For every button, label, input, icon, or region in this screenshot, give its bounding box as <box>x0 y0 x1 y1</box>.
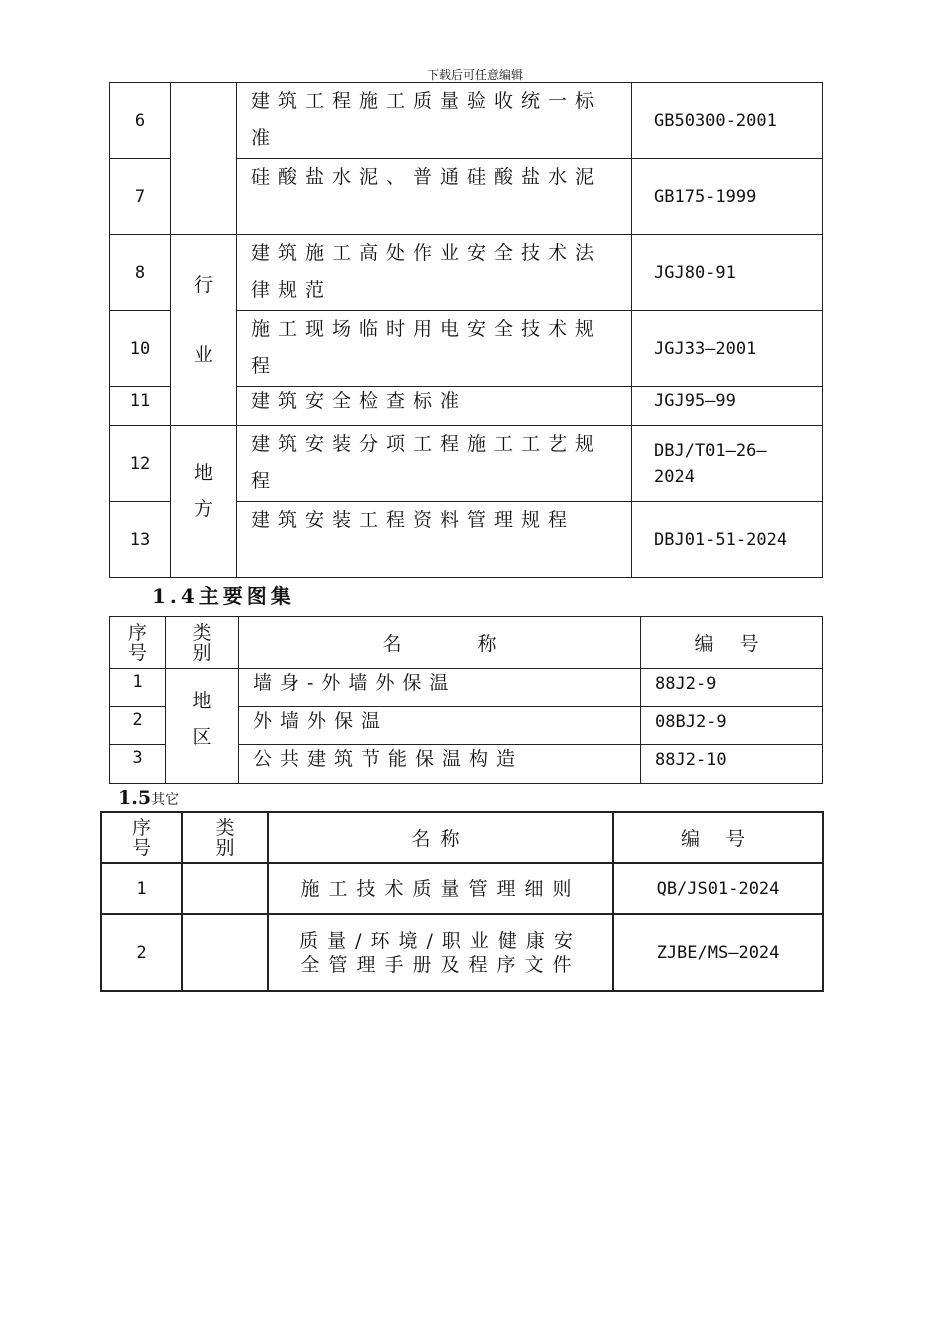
standard-code: JGJ33—2001 <box>632 311 823 387</box>
category-char: 业 <box>193 344 213 366</box>
row-number: 6 <box>110 83 171 159</box>
row-number: 12 <box>110 426 171 502</box>
header-no <box>101 812 182 863</box>
category-industry <box>171 235 237 426</box>
table-row <box>110 669 823 707</box>
category-region <box>166 669 239 784</box>
standard-code: JGJ80-91 <box>632 235 823 311</box>
category-char: 区 <box>192 726 212 748</box>
standard-code: DBJ/T01—26—2024 <box>632 426 823 502</box>
standard-code: JGJ95—99 <box>632 387 823 426</box>
header-name: 名称 <box>268 812 613 863</box>
row-number: 2 <box>110 707 166 745</box>
row-number: 11 <box>110 387 171 426</box>
header-text: 别 <box>215 836 235 859</box>
table-row <box>101 914 823 991</box>
section-number: 1.5 <box>118 787 152 809</box>
header-text: 类 <box>192 621 212 644</box>
row-number: 1 <box>101 863 182 914</box>
standard-name: 建筑安全检查标准 <box>237 387 632 426</box>
section-label: 其它 <box>151 792 180 808</box>
category-char: 地 <box>192 690 212 712</box>
table-header-row <box>101 812 823 863</box>
atlas-name: 公共建筑节能保温构造 <box>239 745 641 784</box>
standard-name: 建筑工程施工质量验收统一标准 <box>237 83 632 159</box>
table-row <box>110 426 823 502</box>
atlas-name: 外墙外保温 <box>239 707 641 745</box>
header-name: 名 称 <box>239 617 641 669</box>
standard-name: 施工现场临时用电安全技术规程 <box>237 311 632 387</box>
atlas-code: 88J2-9 <box>641 669 823 707</box>
header-text: 别 <box>192 641 212 664</box>
table-row <box>110 83 823 159</box>
standard-code: GB175-1999 <box>632 159 823 235</box>
header-text: 序 <box>131 816 151 839</box>
table-header-row <box>110 617 823 669</box>
header-text: 序 <box>127 621 147 644</box>
header-text: 号 <box>131 836 151 859</box>
header-text: 号 <box>127 641 147 664</box>
section-title-1-4: 1.4主要图集 <box>152 584 295 608</box>
standard-name: 建筑施工高处作业安全技术法律规范 <box>237 235 632 311</box>
standard-name: 建筑安装分项工程施工工艺规程 <box>237 426 632 502</box>
header-no <box>110 617 166 669</box>
atlas-code: 88J2-10 <box>641 745 823 784</box>
section-title-1-5 <box>118 787 179 809</box>
standard-name: 建筑安装工程资料管理规程 <box>237 502 632 578</box>
atlas-code: 08BJ2-9 <box>641 707 823 745</box>
category-char: 方 <box>193 497 213 520</box>
standards-table <box>109 82 823 578</box>
category-cell-empty <box>182 914 268 991</box>
row-number: 2 <box>101 914 182 991</box>
header-category <box>182 812 268 863</box>
category-cell-empty <box>182 863 268 914</box>
other-table <box>100 811 824 992</box>
standard-code: DBJ01-51-2024 <box>632 502 823 578</box>
category-char: 行 <box>193 274 213 296</box>
header-text: 类 <box>215 816 235 839</box>
atlas-table <box>109 616 823 784</box>
category-cell-empty <box>171 83 237 235</box>
row-number: 13 <box>110 502 171 578</box>
category-char: 地 <box>193 461 213 484</box>
atlas-name: 墙身-外墙外保温 <box>239 669 641 707</box>
row-number: 8 <box>110 235 171 311</box>
header-code: 编 号 <box>641 617 823 669</box>
standard-name: 硅酸盐水泥、普通硅酸盐水泥 <box>237 159 632 235</box>
doc-code: QB/JS01-2024 <box>613 863 823 914</box>
row-number: 7 <box>110 159 171 235</box>
doc-code: ZJBE/MS—2024 <box>613 914 823 991</box>
table-row <box>101 863 823 914</box>
header-category <box>166 617 239 669</box>
standard-code: GB50300-2001 <box>632 83 823 159</box>
page-header: 下载后可任意编辑 <box>426 68 523 82</box>
doc-name: 质量/环境/职业健康安全管理手册及程序文件 <box>268 914 613 991</box>
row-number: 3 <box>110 745 166 784</box>
table-row <box>110 235 823 311</box>
row-number: 1 <box>110 669 166 707</box>
doc-name: 施工技术质量管理细则 <box>268 863 613 914</box>
category-local <box>171 426 237 578</box>
row-number: 10 <box>110 311 171 387</box>
header-code: 编 号 <box>613 812 823 863</box>
